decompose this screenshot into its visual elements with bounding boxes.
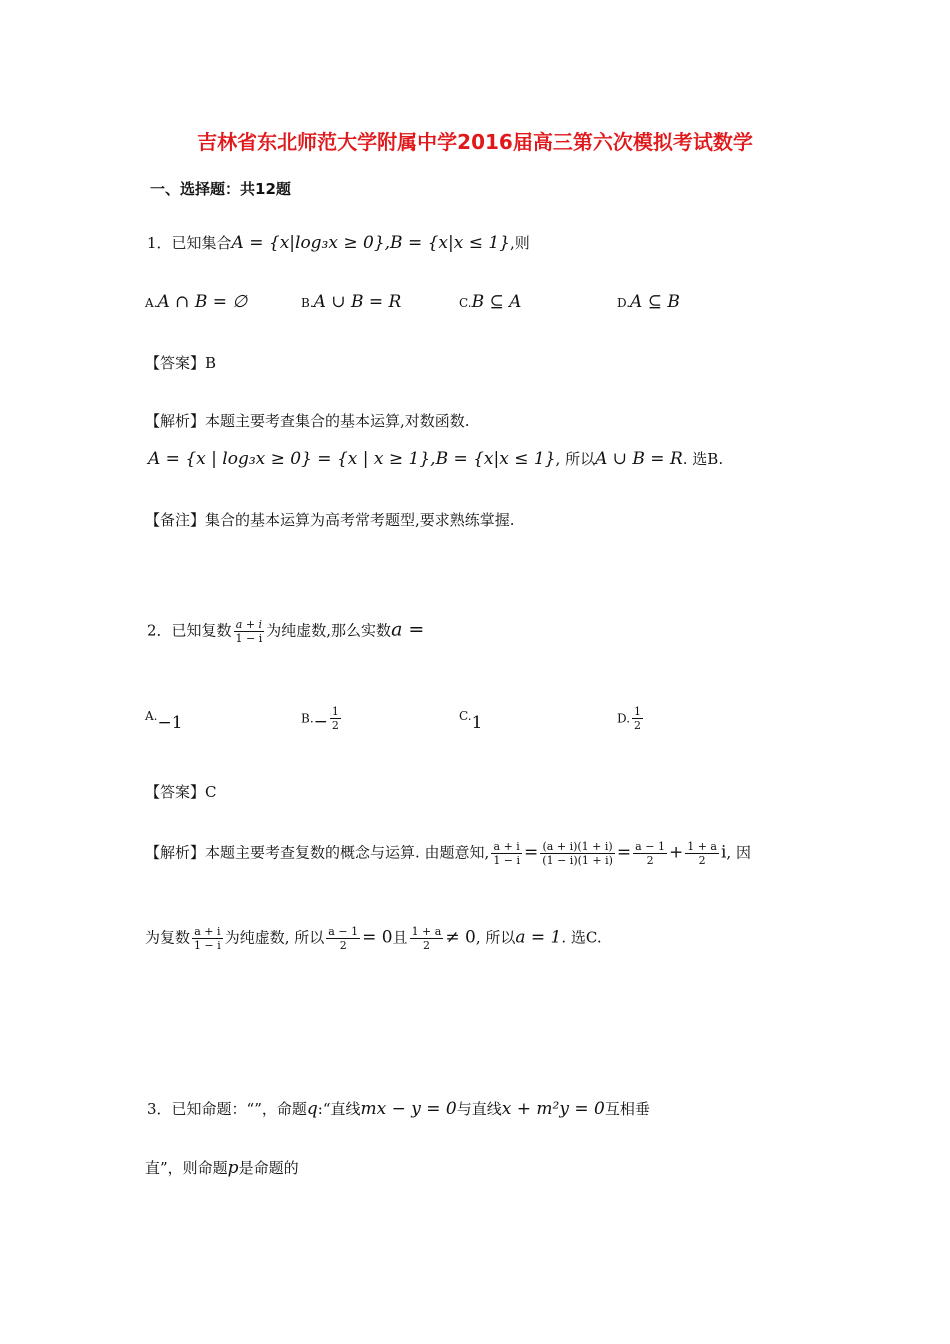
q3-line2-prefix: 直”，则命题 xyxy=(145,1159,228,1177)
q1-stem-math: A = {x|log₃x ≥ 0},B = {x|x ≤ 1} xyxy=(231,233,510,253)
fraction-numerator: 1 xyxy=(331,705,339,718)
q2-analysis-frac-4 xyxy=(685,840,719,867)
q2-line2-frac-2 xyxy=(326,925,360,952)
option-value: −1 xyxy=(157,713,183,733)
q3-line1-prefix: 3．已知命题：“”，命题 xyxy=(147,1100,307,1118)
question-1-stem xyxy=(147,232,530,253)
q1-analysis-tail-math: A ∪ B = R xyxy=(595,449,683,469)
q2-line2-end: . 选C. xyxy=(561,928,602,947)
fraction-numerator: 1 + a xyxy=(411,925,442,938)
fraction-denominator: 2 xyxy=(646,854,654,867)
q2-stem-var: a = xyxy=(391,618,425,641)
q3-line1-end: 互相垂 xyxy=(604,1100,650,1118)
q1-stem-suffix: ,则 xyxy=(510,234,530,252)
q1-stem-prefix: 1．已知集合 xyxy=(147,234,232,252)
q2-analysis-line-1: 【解析】本题主要考查复数的概念与运算. 由题意知, $\frac{a + i}{1 - i}$ = $\frac{(a + i)(1 + i)}{(1 - i)(1 + i)}$ = $\frac{a - 1}{2}$ + $\frac{1 + a}{2}$ i, 因 xyxy=(145,840,751,867)
fraction-denominator: 2 xyxy=(339,939,347,952)
q3-line1-math2: x + m²y = 0 xyxy=(501,1099,605,1119)
option-label: C. xyxy=(459,709,472,723)
q1-analysis: 【解析】本题主要考查集合的基本运算,对数函数. xyxy=(145,412,470,430)
fraction-numerator: 1 + a xyxy=(687,840,717,853)
q3-line2-end: 是命题的 xyxy=(238,1159,299,1177)
q2-answer: 【答案】C xyxy=(145,783,217,801)
option-label: D. xyxy=(617,296,631,310)
q2-option-b[interactable] xyxy=(301,705,343,732)
option-math: A ⊆ B xyxy=(630,292,680,312)
q1-option-a[interactable] xyxy=(145,292,247,312)
not-equal-zero: ≠ 0 xyxy=(445,927,476,948)
q2-stem-fraction xyxy=(234,618,265,645)
option-label: A. xyxy=(145,709,158,723)
section-header: 一、选择题：共12题 xyxy=(150,180,291,198)
option-sign: − xyxy=(313,711,328,732)
q3-p-var: p xyxy=(227,1158,239,1178)
q1-note: 【备注】集合的基本运算为高考常考题型,要求熟练掌握. xyxy=(145,511,515,529)
option-math: A ∩ B = ∅ xyxy=(157,292,248,312)
q2-stem-prefix: 2．已知复数 xyxy=(147,621,232,640)
q2-analysis-prefix: 【解析】本题主要考查复数的概念与运算. 由题意知, xyxy=(145,843,490,862)
q1-option-b[interactable] xyxy=(301,292,401,312)
q1-analysis-math-line xyxy=(148,448,723,469)
q1-analysis-tail-2: . 选B. xyxy=(682,450,724,468)
q2-option-d[interactable] xyxy=(617,705,645,732)
option-label: C. xyxy=(459,296,472,310)
q2-line2-prefix: 为复数 xyxy=(145,928,191,947)
q3-q-var: q xyxy=(306,1099,318,1119)
option-label: B. xyxy=(301,711,314,726)
option-math: A ∪ B = R xyxy=(313,292,402,312)
question-3-stem-line-2 xyxy=(145,1157,299,1178)
q2-line2-and: 且 xyxy=(392,928,408,947)
fraction-denominator: 2 xyxy=(422,939,430,952)
q3-line1-mid: :“直线 xyxy=(317,1100,361,1118)
option-fraction xyxy=(330,705,341,732)
q1-analysis-tail-1: , 所以 xyxy=(555,450,596,468)
fraction-denominator: (1 − i)(1 + i) xyxy=(542,854,613,867)
q2-line2-mid1: 为纯虚数, 所以 xyxy=(224,928,325,947)
q3-line1-mid2: 与直线 xyxy=(456,1100,502,1118)
fraction-numerator: a − 1 xyxy=(635,840,665,853)
q2-option-a[interactable] xyxy=(145,705,183,733)
q2-line2-mid2: , 所以 xyxy=(475,928,516,947)
fraction-denominator: 2 xyxy=(698,854,706,867)
q1-option-d[interactable] xyxy=(617,292,680,312)
fraction-denominator: 1 − i xyxy=(194,939,221,952)
q1-analysis-math: A = {x | log₃x ≥ 0} = {x | x ≥ 1},B = {x|x ≤ 1} xyxy=(148,449,556,469)
q2-line2-frac-1 xyxy=(192,925,223,952)
option-label: D. xyxy=(617,711,631,726)
fraction-denominator: 1 − i xyxy=(493,854,521,867)
fraction-numerator: a − 1 xyxy=(328,925,359,938)
fraction-numerator: 1 xyxy=(634,705,642,718)
question-3-stem-line-1 xyxy=(147,1098,650,1119)
option-math: B ⊆ A xyxy=(471,292,522,312)
option-label: A. xyxy=(145,296,158,310)
option-fraction xyxy=(632,705,643,732)
fraction-denominator: 2 xyxy=(331,719,339,732)
q2-analysis-frac-3 xyxy=(633,840,667,867)
imaginary-unit: i xyxy=(720,842,727,863)
equals-zero: = 0 xyxy=(362,927,393,948)
fraction-denominator: 1 − i xyxy=(235,632,263,645)
page-title: 吉林省东北师范大学附属中学2016届高三第六次模拟考试数学 xyxy=(197,130,753,154)
q2-analysis-end: , 因 xyxy=(726,843,751,862)
fraction-denominator: 2 xyxy=(634,719,642,732)
fraction-numerator: a + i xyxy=(491,840,522,854)
q2-analysis-frac-1 xyxy=(491,840,522,867)
fraction-numerator: a + i xyxy=(234,618,265,632)
option-value: 1 xyxy=(471,713,483,733)
option-label: B. xyxy=(301,296,314,310)
q2-line2-frac-3 xyxy=(410,925,444,952)
fraction-numerator: a + i xyxy=(192,925,223,939)
q1-option-c[interactable] xyxy=(459,292,521,312)
q2-option-c[interactable] xyxy=(459,705,483,733)
q2-analysis-line-2 xyxy=(145,925,602,952)
fraction-numerator: (a + i)(1 + i) xyxy=(540,840,615,854)
q2-line2-result: a = 1 xyxy=(515,927,562,948)
q3-line1-math1: mx − y = 0 xyxy=(360,1099,457,1119)
q2-analysis-frac-2 xyxy=(540,840,615,867)
q2-stem-mid: 为纯虚数,那么实数 xyxy=(266,621,392,640)
question-2-stem xyxy=(147,618,424,645)
q1-answer: 【答案】B xyxy=(145,354,217,372)
